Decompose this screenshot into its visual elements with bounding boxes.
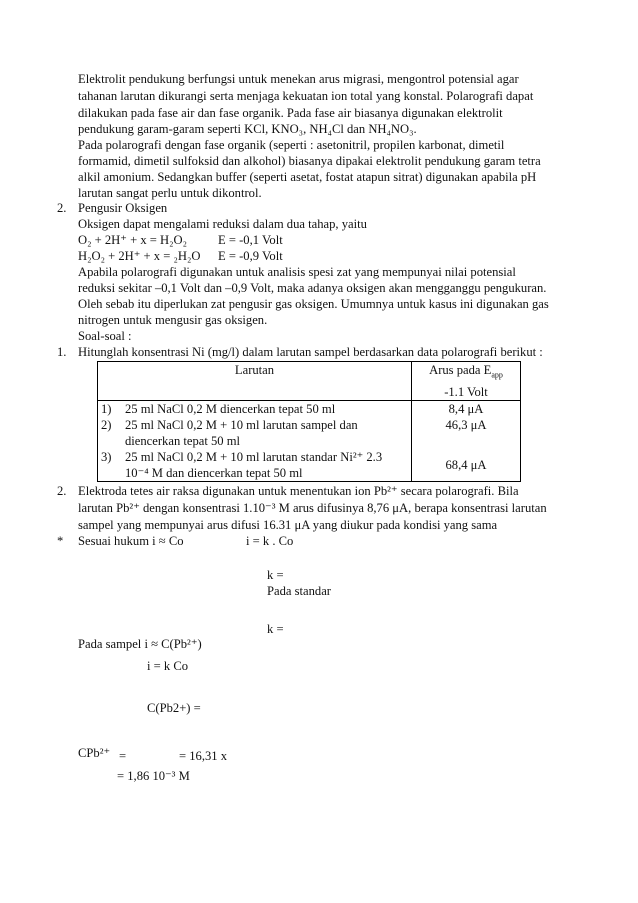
bullet-marker: * <box>57 534 64 548</box>
table-cell-larutan <box>122 449 412 482</box>
text-line: formamid, dimetil sulfoksid dan alkohol) biasanya dipakai elektrolit pendukung garam tetra <box>78 154 541 168</box>
table-row <box>98 400 521 417</box>
larutan-line: diencerkan tepat 50 ml <box>125 433 241 448</box>
text-line: reduksi sekitar –0,1 Volt dan –0,9 Volt, maka adanya oksigen akan mengganggu pengukuran. <box>78 281 547 295</box>
question-number: 1. <box>57 345 67 359</box>
larutan-line: 25 ml NaCl 0,2 M + 10 ml larutan sampel dan <box>125 417 358 432</box>
question-number: 2. <box>57 484 67 498</box>
final-result: = 1,86 10⁻³ M <box>117 769 190 783</box>
text-line: alkil amonium. Sedangkan buffer (seperti asetat, fostat atapun sitrat) digunakan apabila pH <box>78 170 537 184</box>
text-line: Oksigen dapat mengalami reduksi dalam dua tahap, yaitu <box>78 217 367 231</box>
table-header-row <box>98 362 521 401</box>
table-cell-arus: 68,4 μA <box>412 449 521 482</box>
section-title: Pengusir Oksigen <box>78 201 168 215</box>
text-line: nitrogen untuk mengusir gas oksigen. <box>78 313 268 327</box>
table-row <box>98 449 521 482</box>
i-equation: i = k Co <box>147 659 189 673</box>
equation-reaction-1: O₂ + 2H⁺ + x = H₂O₂ <box>78 233 187 247</box>
text-line: pendukung garam-garam seperti KCl, KNO₃, NH₄Cl dan NH₄NO₃. <box>78 122 417 136</box>
cpb-label: CPb²⁺ <box>78 746 111 760</box>
larutan-line: 25 ml NaCl 0,2 M diencerkan tepat 50 ml <box>125 401 336 416</box>
exercises-heading: Soal-soal : <box>78 329 132 343</box>
table-cell-arus: 8,4 μA <box>412 400 521 417</box>
text-line: Pada polarografi dengan fase organik (seperti : asetonitril, propilen karbonat, dimetil <box>78 138 505 152</box>
k-equation-1: k = <box>267 568 284 582</box>
question-2-line: sampel yang mempunyai arus difusi 16.31 μA yang diukur pada kondisi yang sama <box>78 518 498 532</box>
larutan-line: 10⁻⁴ M dan diencerkan tepat 50 ml <box>125 465 303 480</box>
text-line: Oleh sebab itu diperlukan zat pengusir gas oksigen. Umumnya untuk kasus ini digunakan gas <box>78 297 549 311</box>
table-header-larutan: Larutan <box>98 362 412 401</box>
table-cell-no: 1) <box>98 400 123 417</box>
text-line: dilakukan pada fase air dan fase organik. Pada fase air biasanya digunakan elektrolit <box>78 106 503 120</box>
larutan-line: 25 ml NaCl 0,2 M + 10 ml larutan standar Ni²⁺ 2.3 <box>125 449 383 464</box>
equation-potential-1: E = -0,1 Volt <box>218 233 283 247</box>
equation-potential-2: E = -0,9 Volt <box>218 249 283 263</box>
table-header-arus-line1: Arus pada $E_{app}$ <box>429 363 503 380</box>
table-header-arus <box>412 362 521 401</box>
cpb-value: = 16,31 x <box>179 749 228 763</box>
section-number: 2. <box>57 201 67 215</box>
text-line: Apabila polarografi digunakan untuk analisis spesi zat yang mempunyai nilai potensial <box>78 265 516 279</box>
table-cell-arus: 46,3 μA <box>412 417 521 449</box>
equation-reaction-2: H₂O₂ + 2H⁺ + x = ₂H₂O <box>78 249 201 263</box>
k-equation-2: k = <box>267 622 284 636</box>
polarography-data-table <box>97 361 521 482</box>
law-equation: i = k . Co <box>246 534 294 548</box>
table-row <box>98 417 521 449</box>
question-1-text: Hitunglah konsentrasi Ni (mg/l) dalam larutan sampel berdasarkan data polarografi berikut : <box>78 345 543 359</box>
pada-standar-label: Pada standar <box>267 584 331 598</box>
text-line: tahanan larutan dikurangi serta menjaga kekuatan ion total yang konstal. Polarografi dapat <box>78 89 534 103</box>
c-equation: C(Pb2+) = <box>147 701 201 715</box>
table-header-arus-line2: -1.1 Volt <box>444 384 488 399</box>
text-line: Elektrolit pendukung berfungsi untuk menekan arus migrasi, mengontrol potensial agar <box>78 72 519 86</box>
table-cell-larutan <box>122 417 412 449</box>
table-cell-larutan <box>122 400 412 417</box>
table-cell-no: 2) <box>98 417 123 449</box>
cpb-equals: = <box>119 749 127 763</box>
pada-sampel-line: Pada sampel i ≈ C(Pb²⁺) <box>78 637 202 651</box>
table-cell-no: 3) <box>98 449 123 482</box>
question-2-line: Elektroda tetes air raksa digunakan untuk menentukan ion Pb²⁺ secara polarografi. Bila <box>78 484 519 498</box>
law-statement: Sesuai hukum i ≈ Co <box>78 534 184 548</box>
question-2-line: larutan Pb²⁺ dengan konsentrasi 1.10⁻³ M arus difusinya 8,76 μA, berapa konsentrasi larutan <box>78 501 547 515</box>
text-line: larutan sangat perlu untuk dikontrol. <box>78 186 262 200</box>
